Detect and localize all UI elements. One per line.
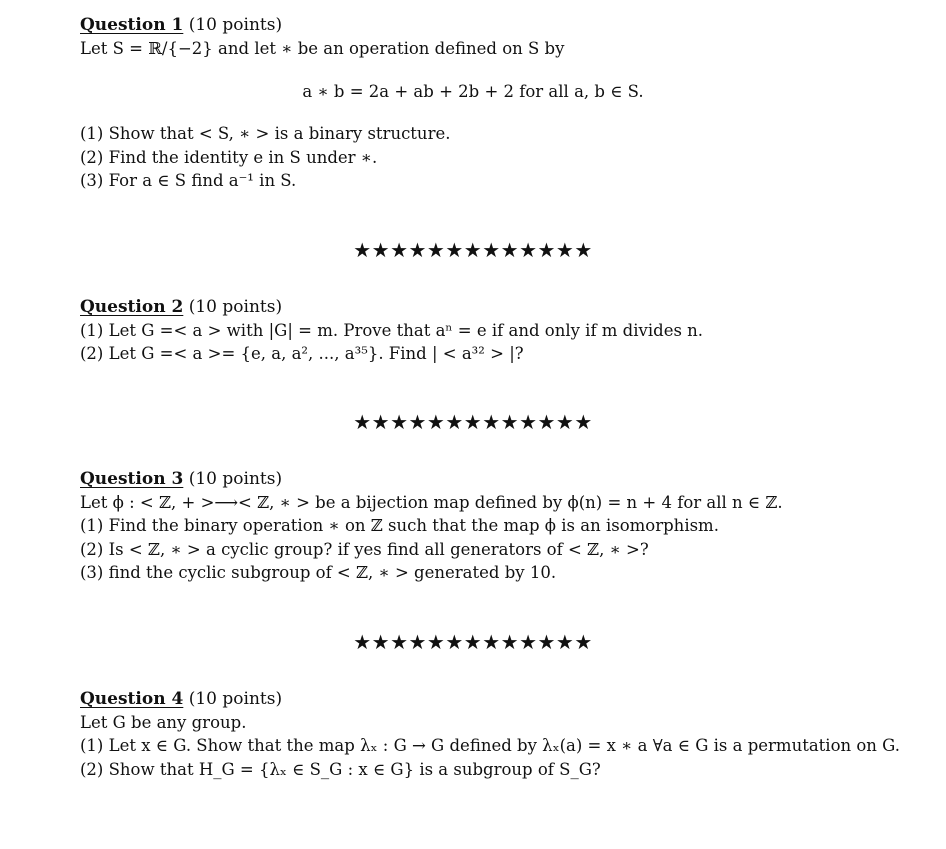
question-3-intro: Let ϕ : < ℤ, + >⟶< ℤ, ∗ > be a bijection map defined by ϕ(n) = n + 4 for all n ∈ ℤ. — [80, 493, 783, 512]
question-3-part-1: (1) Find the binary operation ∗ on ℤ such that the map ϕ is an isomorphism. — [80, 516, 719, 536]
star-separator: ★★★★★★★★★★★★★ — [353, 630, 593, 654]
question-4-label: Question 4 — [80, 689, 184, 709]
question-4-heading — [80, 688, 940, 711]
question-3-part-3: (3) find the cyclic subgroup of < ℤ, ∗ > generated by 10. — [80, 562, 557, 582]
star-separator: ★★★★★★★★★★★★★ — [353, 238, 593, 262]
question-1-operation-definition: a ∗ b = 2a + ab + 2b + 2 for all a, b ∈ S. — [302, 82, 644, 102]
question-1-part-3: (3) For a ∈ S find a⁻¹ in S. — [80, 170, 297, 190]
question-2-part-1: (1) Let G =< a > with |G| = m. Prove that aⁿ = e if and only if m divides n. — [80, 321, 704, 340]
star-separator: ★★★★★★★★★★★★★ — [353, 410, 593, 434]
question-3-part-2: (2) Is < ℤ, ∗ > a cyclic group? if yes find all generators of < ℤ, ∗ >? — [80, 539, 649, 559]
question-4-part-2: (2) Show that H_G = {λₓ ∈ S_G : x ∈ G} is a subgroup of S_G? — [80, 759, 601, 779]
question-2-label: Question 2 — [80, 297, 184, 317]
question-4 — [80, 688, 940, 781]
question-2-part-2: (2) Let G =< a >= {e, a, a², ..., a³⁵}. Find | < a³² > |? — [80, 344, 524, 364]
question-1-part-1: (1) Show that < S, ∗ > is a binary structure. — [80, 124, 451, 144]
question-2-points: (10 points) — [188, 297, 283, 317]
question-2-heading — [80, 296, 940, 319]
question-3-heading — [80, 468, 940, 491]
question-3-points: (10 points) — [188, 469, 283, 489]
question-1-part-2: (2) Find the identity e in S under ∗. — [80, 147, 378, 167]
question-3 — [80, 468, 940, 584]
question-4-points: (10 points) — [188, 689, 283, 709]
question-3-label: Question 3 — [80, 469, 184, 489]
question-1 — [80, 14, 940, 192]
question-1-points: (10 points) — [188, 15, 283, 35]
question-4-part-1: (1) Let x ∈ G. Show that the map λₓ : G → G defined by λₓ(a) = x ∗ a ∀a ∈ G is a permutation on G. — [80, 736, 901, 756]
question-4-intro: Let G be any group. — [80, 713, 247, 732]
question-2 — [80, 296, 940, 366]
question-1-heading — [80, 14, 940, 37]
question-1-label: Question 1 — [80, 15, 184, 35]
question-1-intro: Let S = ℝ/{−2} and let ∗ be an operation defined on S by — [80, 39, 565, 58]
